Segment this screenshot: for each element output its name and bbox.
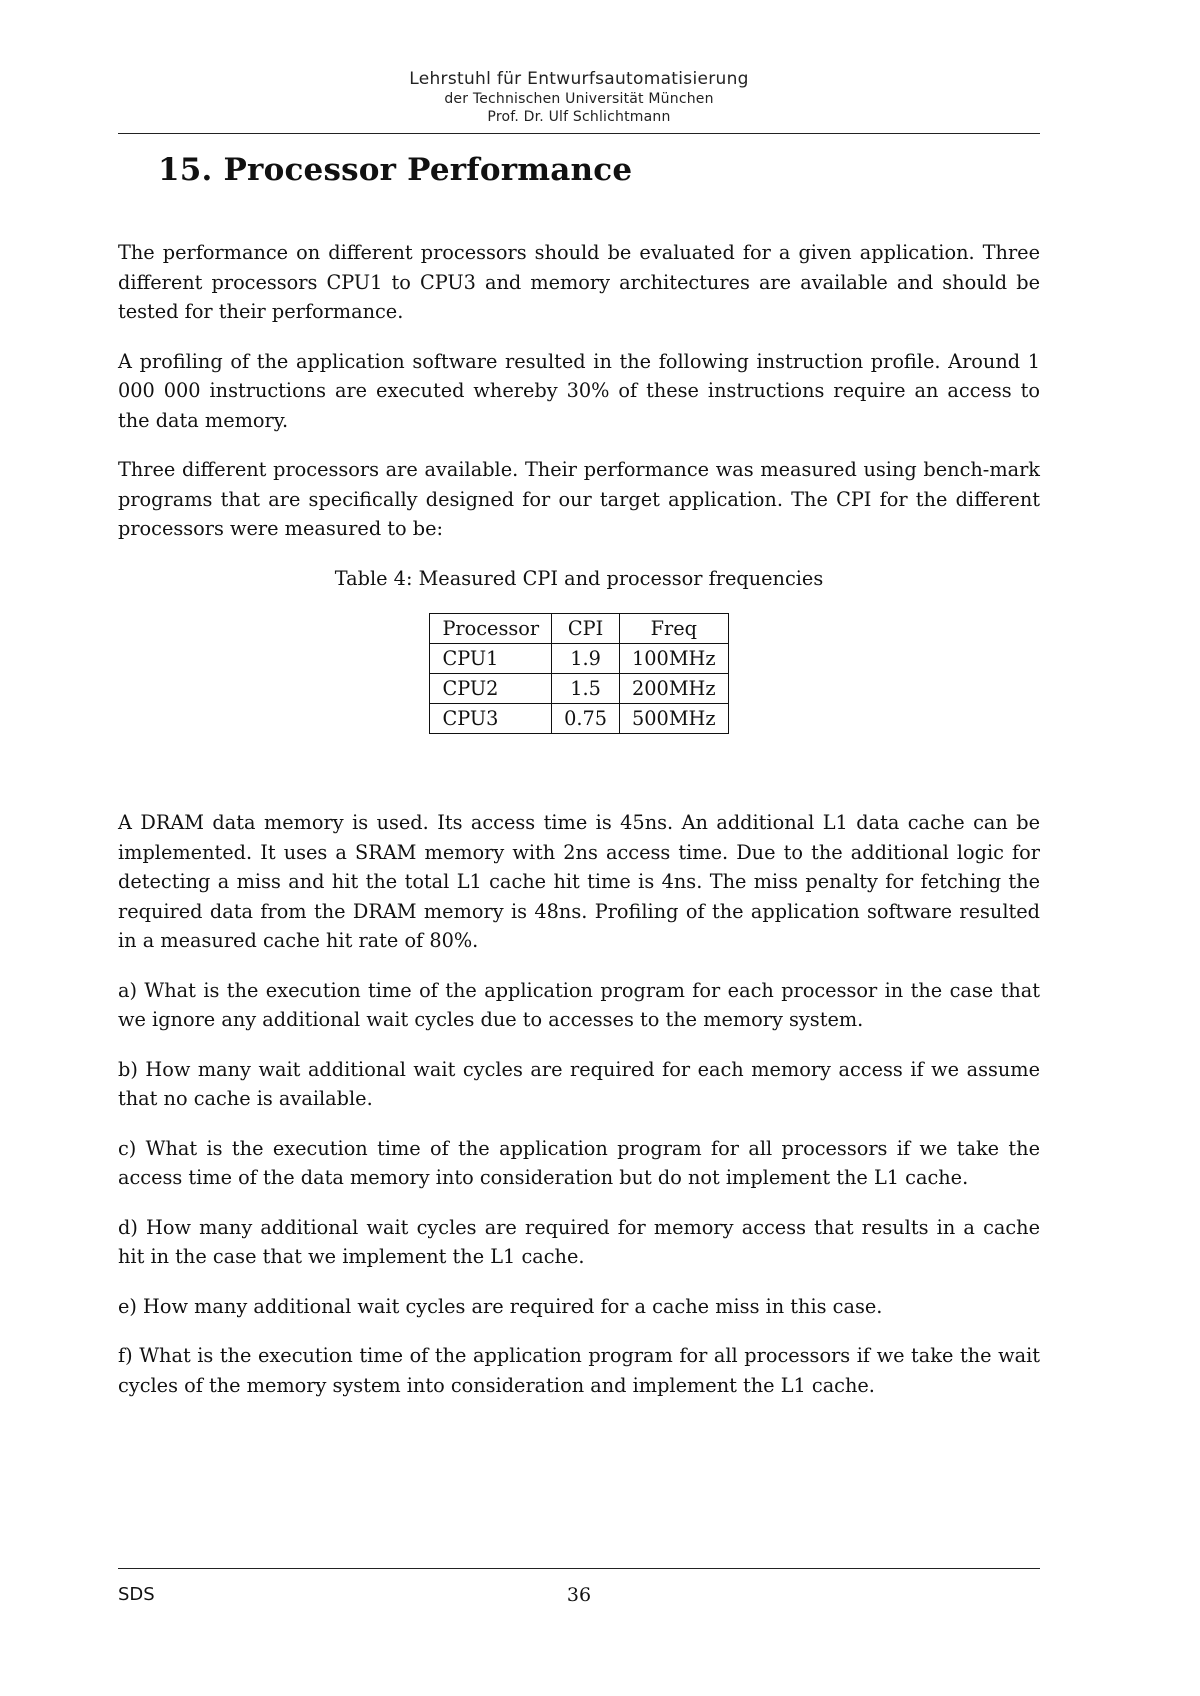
table-cell: 200MHz (620, 674, 729, 704)
footer-divider (118, 1568, 1040, 1569)
table-row (430, 644, 728, 674)
professor-name: Prof. Dr. Ulf Schlichtmann (487, 109, 671, 125)
table-cell: CPU2 (430, 674, 552, 704)
table-row (430, 704, 728, 734)
page-header (118, 68, 1040, 126)
table-cell: CPU3 (430, 704, 552, 734)
table-header-row (430, 614, 728, 644)
page-number: 36 (566, 1584, 592, 1606)
question-b: b) How many wait additional wait cycles are required for each memory access if we assume that no cache is available. (118, 1057, 1040, 1110)
question-e: e) How many additional wait cycles are required for a cache miss in this case. (118, 1294, 883, 1318)
table-cell: CPU1 (430, 644, 552, 674)
table-caption: Table 4: Measured CPI and processor frequencies (334, 566, 824, 590)
chair-name: Lehrstuhl für Entwurfsautomatisierung (409, 69, 749, 89)
table-spacer (118, 734, 1040, 808)
intro-paragraph: The performance on different processors should be evaluated for a given application. Three different processors CPU1 to CPU3 and memory architectures are available and should be tested for their performance. (118, 241, 1040, 323)
question-a: a) What is the execution time of the application program for each processor in the case that we ignore any additional wait cycles due to accesses to the memory system. (118, 978, 1040, 1031)
table-row (430, 674, 728, 704)
header-divider (118, 133, 1040, 134)
intro-paragraph: A profiling of the application software resulted in the following instruction profile. Around 1 000 000 instructions are executed whereby 30% of these instructions require an access to the data memory. (118, 349, 1040, 432)
table-cell: 1.5 (552, 674, 620, 704)
intro-paragraph: Three different processors are available. Their performance was measured using bench-mark programs that are specifically designed for our target application. The CPI for the different processors were measured to be: (118, 458, 1040, 540)
memory-paragraph: A DRAM data memory is used. Its access time is 45ns. An additional L1 data cache can be implemented. It uses a SRAM memory with 2ns access time. Due to the additional logic for detecting a miss and hit the total L1 cache hit time is 4ns. The miss penalty for fetching the required data from the DRAM memory is 48ns. Profiling of the application software resulted in a measured cache hit rate of 80%. (118, 811, 1040, 952)
table-cell: 0.75 (552, 704, 620, 734)
table-cell: 500MHz (620, 704, 729, 734)
question-f: f) What is the execution time of the application program for all processors if we take the wait cycles of the memory system into consideration and implement the L1 cache. (118, 1344, 1040, 1397)
table-header-cell: Freq (620, 614, 729, 644)
table-cell: 100MHz (620, 644, 729, 674)
university-name: der Technischen Universität München (444, 91, 714, 107)
table-cell: 1.9 (552, 644, 620, 674)
question-d: d) How many additional wait cycles are required for memory access that results in a cache hit in the case that we implement the L1 cache. (118, 1215, 1040, 1268)
question-c: c) What is the execution time of the application program for all processors if we take the access time of the data memory into consideration but do not implement the L1 cache. (118, 1136, 1040, 1189)
table-header-cell: CPI (552, 614, 620, 644)
section-title: 15. Processor Performance (158, 152, 633, 188)
footer-course: SDS (118, 1584, 155, 1605)
table-header-cell: Processor (430, 614, 552, 644)
cpi-table (429, 613, 728, 734)
page-body (118, 238, 1040, 1420)
page-footer (118, 1580, 1040, 1610)
